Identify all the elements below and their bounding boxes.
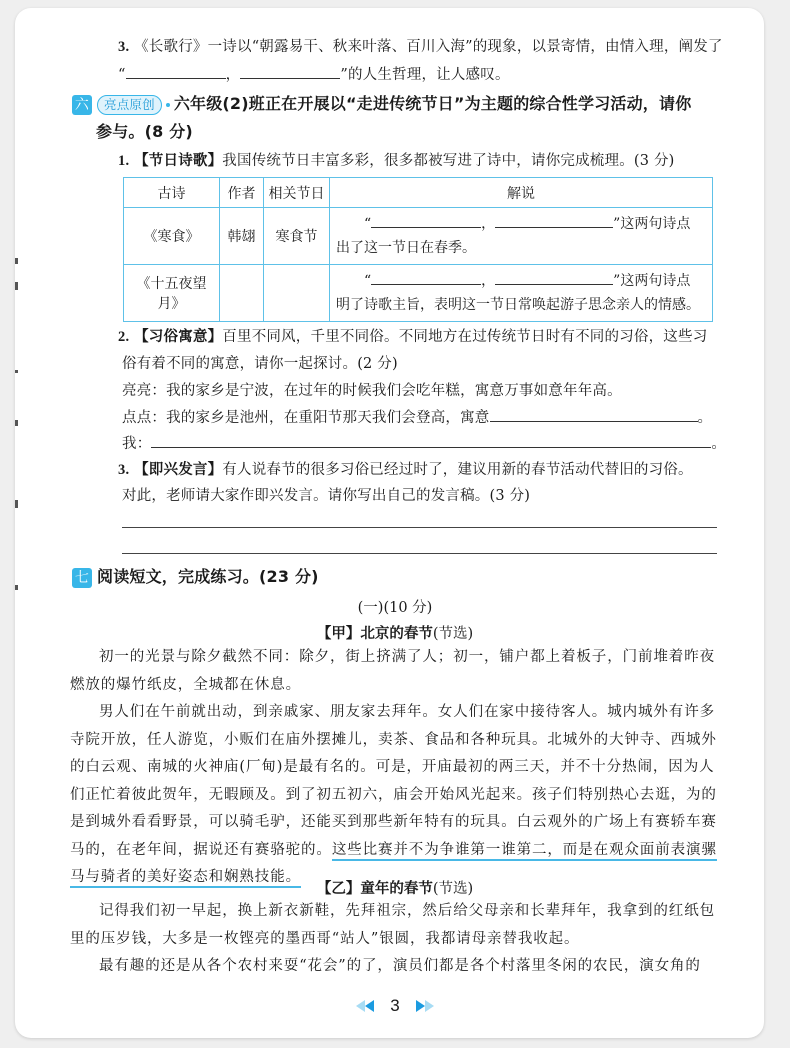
question-number: 3. — [118, 39, 130, 55]
section-6-heading-line2: 参与。(8 分) — [96, 122, 193, 141]
table-header-row — [124, 178, 713, 208]
section-title: 阅读短文，完成练习。(23 分) — [97, 567, 319, 586]
answer-blank[interactable] — [126, 64, 226, 79]
explanation-cell — [330, 208, 713, 265]
question-number: 3. — [118, 462, 130, 478]
poem-table — [123, 177, 713, 322]
page-number: 3 — [390, 995, 400, 1015]
text-b-paragraph-1: 记得我们初一早起，换上新衣新鞋，先拜祖宗，然后给父母亲和长辈拜年，我拿到的红纸包里的压岁钱，大多是一枚铿亮的墨西哥“站人”银圆，我都请母亲替我收起。 — [70, 903, 715, 947]
question-2-line2: 俗有着不同的寓意，请你一起探讨。(2 分) — [122, 356, 398, 372]
section-7-heading — [72, 565, 319, 590]
question-2 — [118, 327, 707, 347]
prev-question-3-line2 — [118, 64, 510, 85]
poem-cell: 《寒食》 — [124, 208, 220, 265]
next-arrow-icon — [416, 1000, 425, 1012]
festival-cell: 寒食节 — [264, 208, 330, 265]
bleed-mark — [15, 500, 18, 508]
table-row — [124, 265, 713, 322]
period: 。 — [697, 410, 713, 426]
bleed-mark — [15, 370, 18, 373]
poem-cell: 《十五夜望月》 — [124, 265, 220, 322]
text-b-title: 【乙】童年的春节 — [316, 881, 433, 897]
text-a-title: 【甲】北京的春节 — [316, 626, 433, 642]
bleed-mark — [15, 420, 18, 426]
comma: ， — [225, 67, 241, 83]
table-row — [124, 208, 713, 265]
answer-blank[interactable] — [151, 433, 711, 448]
prev-arrow-light-icon — [356, 1000, 365, 1012]
excerpt-note: (节选) — [432, 881, 474, 897]
comma: ， — [481, 216, 496, 232]
dialogue-label: 我： — [122, 436, 152, 452]
question-tag: 【即兴发言】 — [134, 462, 223, 478]
question-tag: 【节日诗歌】 — [134, 153, 223, 169]
prev-arrow-icon — [365, 1000, 374, 1012]
section-title: 六年级(2)班正在开展以“走进传统节日”为主题的综合性学习活动，请你 — [173, 94, 692, 113]
festival-cell[interactable] — [264, 265, 330, 322]
answer-line[interactable] — [122, 553, 717, 554]
bleed-mark — [15, 258, 18, 264]
header-cell: 作者 — [220, 178, 264, 208]
question-number: 2. — [118, 329, 130, 345]
excerpt-note: (节选) — [432, 626, 474, 642]
question-text: ”的人生哲理，让人感叹。 — [340, 67, 510, 83]
original-badge: 亮点原创 — [97, 95, 162, 115]
dialogue-liangliang: 亮亮：我的家乡是宁波，在过年的时候我们会吃年糕，寓意万事如意年年高。 — [122, 383, 622, 399]
dialogue-text: 点点：我的家乡是池州，在重阳节那天我们会登高，寓意 — [122, 410, 490, 426]
comma: ， — [481, 273, 496, 289]
underlined-sentence: 这些比赛并不为争谁第一谁第二，而是在观众面前表演骡马与骑者的美好姿态和娴熟技能。 — [70, 842, 717, 889]
text-b-heading — [0, 877, 790, 898]
answer-blank[interactable] — [371, 213, 481, 228]
question-text: 《长歌行》一诗以“朝露易干、秋来叶落、百川入海”的现象，以景寄情，由情入理，阐发了 — [134, 39, 723, 55]
question-text: 百里不同风，千里不同俗。不同地方在过传统节日时有不同的习俗，这些习 — [222, 329, 708, 345]
explanation-text: 明了诗歌主旨，表明这一节日常唤起游子思念亲人的情感。 — [336, 297, 700, 313]
text-b-paragraph-2: 最有趣的还是从各个农村来耍“花会”的了，演员们都是各个村落里冬闲的农民，演女角的 — [99, 958, 701, 974]
paragraph-text: 男人们在午前就出动，到亲戚家、朋友家去拜年。女人们在家中接待客人。城内城外有许多寺院开放，任人游览，小贩们在庙外摆摊儿，卖茶、食品和各种玩具。北城外的大钟寺、西城外的白云观、南城的火神庙(厂甸)是最有名的。可是，开庙最初的两三天，并不十分热闹，因为人们正忙着彼此贺年，无暇顾及。到了初五初六，庙会开始风光起来。孩子们特别热心去逛，为的是到城外看看野景，可以骑毛驴，还能买到那些新年特有的玩具。白云观外的广场上有赛轿车赛马的，在老年间，据说还有赛骆驼的。 — [70, 704, 717, 858]
question-tag: 【习俗寓意】 — [134, 329, 223, 345]
part-title: (一)(10 分) — [357, 600, 433, 616]
prev-question-3 — [118, 37, 723, 57]
dialogue-diandian — [122, 407, 712, 428]
answer-blank[interactable] — [495, 213, 613, 228]
header-cell: 古诗 — [124, 178, 220, 208]
explanation-text: ”这两句诗点 — [613, 273, 691, 289]
text-a-paragraph-1: 初一的光景与除夕截然不同：除夕，街上挤满了人；初一，铺户都上着板子，门前堆着昨夜燃放的爆竹纸皮，全城都在休息。 — [70, 649, 715, 693]
header-cell: 相关节日 — [264, 178, 330, 208]
answer-blank[interactable] — [490, 407, 698, 422]
text-a-heading — [0, 622, 790, 643]
section-marker: 七 — [72, 568, 92, 588]
header-cell: 解说 — [330, 178, 713, 208]
page-footer — [0, 995, 790, 1016]
quote-open: “ — [118, 67, 126, 83]
quote-open: “ — [364, 273, 372, 289]
dot-icon — [166, 103, 170, 107]
author-cell[interactable] — [220, 265, 264, 322]
question-3-line2: 对此，老师请大家作即兴发言。请你写出自己的发言稿。(3 分) — [122, 488, 531, 504]
text-a-paragraph-2 — [70, 699, 720, 892]
question-3 — [118, 460, 693, 480]
question-number: 1. — [118, 153, 130, 169]
answer-blank[interactable] — [371, 270, 481, 285]
bleed-mark — [15, 282, 18, 290]
period: 。 — [711, 436, 727, 452]
explanation-text: ”这两句诗点 — [613, 216, 691, 232]
question-text: 我国传统节日丰富多彩，很多都被写进了诗中，请你完成梳理。(3 分) — [222, 153, 675, 169]
question-1 — [118, 151, 675, 171]
next-arrow-light-icon — [425, 1000, 434, 1012]
dialogue-me — [122, 433, 726, 454]
bleed-mark — [15, 585, 18, 590]
answer-blank[interactable] — [240, 64, 340, 79]
section-marker: 六 — [72, 95, 92, 115]
answer-blank[interactable] — [495, 270, 613, 285]
section-6-heading — [72, 92, 691, 117]
explanation-cell — [330, 265, 713, 322]
author-cell: 韩翃 — [220, 208, 264, 265]
quote-open: “ — [364, 216, 372, 232]
answer-line[interactable] — [122, 527, 717, 528]
explanation-text: 出了这一节日在春季。 — [336, 240, 476, 256]
question-text: 有人说春节的很多习俗已经过时了，建议用新的春节活动代替旧的习俗。 — [222, 462, 693, 478]
